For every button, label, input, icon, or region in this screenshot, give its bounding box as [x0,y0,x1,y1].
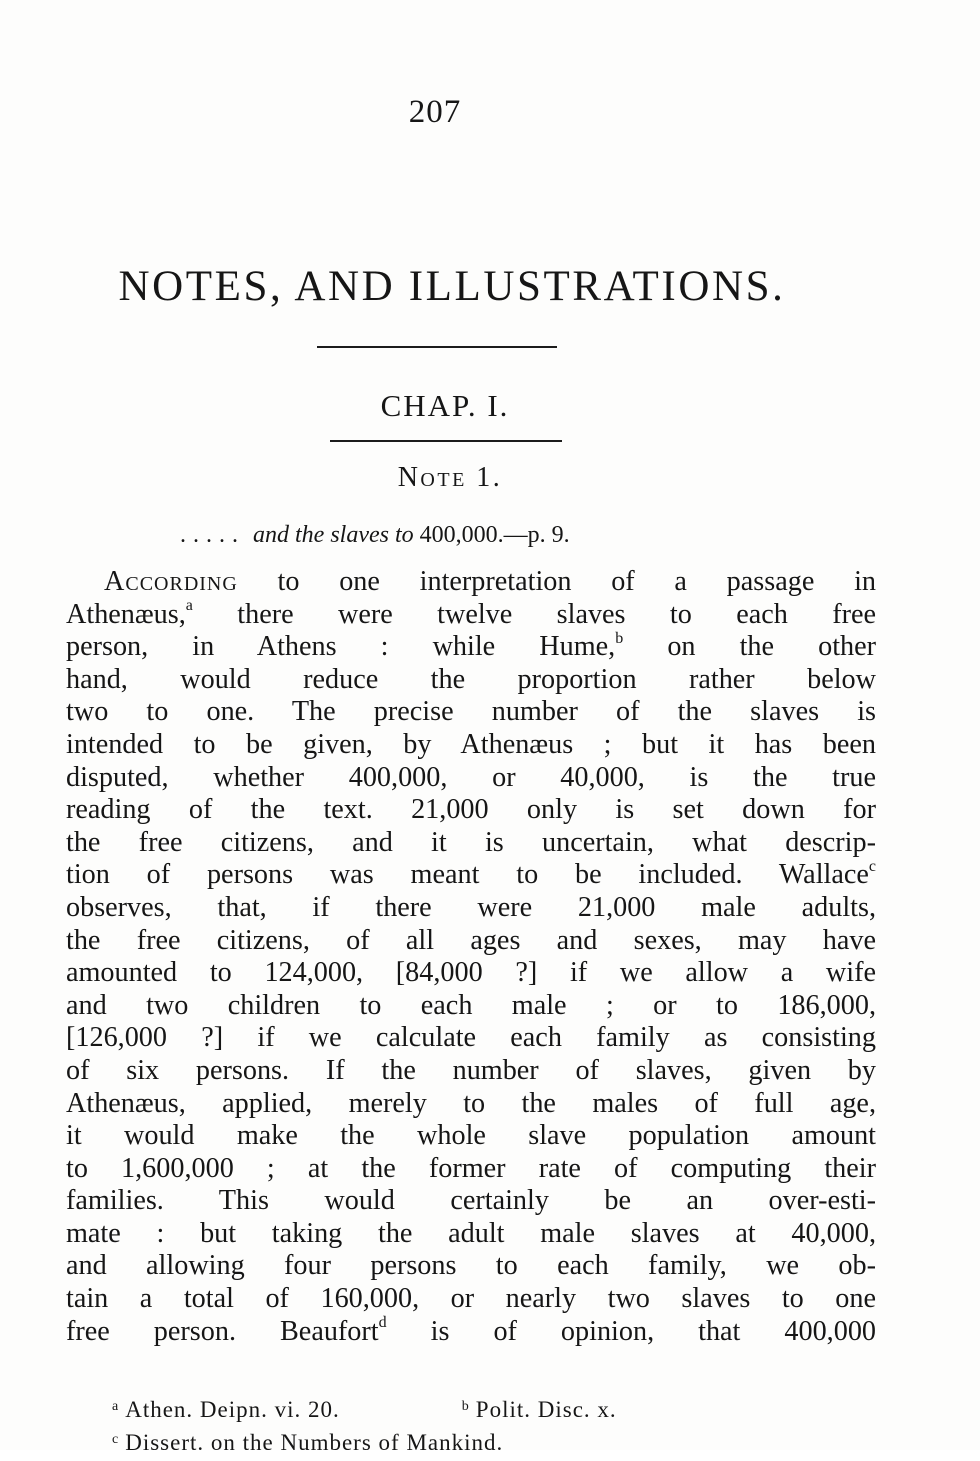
note-heading: Note 1. [397,462,503,493]
text-line: the free citizens, and it is uncertain, what descrip- [66,826,876,858]
text-line: two to one. The precise number of the slaves is [66,696,876,728]
line-text: person, in Athens : while Hume, [66,631,616,663]
quote-ellipsis: ..... [180,522,245,548]
text-line: observes, that, if there were 21,000 male adults, [66,891,876,923]
text-line: intended to be given, by Athenæus ; but it has been [66,728,876,760]
text-line: of six persons. If the number of slaves, given by [66,1054,876,1086]
text-line: and two children to each male ; or to 186,000, [66,989,876,1021]
text-line: disputed, whether 400,000, or 40,000, is the true [66,761,876,793]
footnote-mark-b: b [461,1399,470,1414]
page-title: NOTES, AND ILLUSTRATIONS. [118,263,786,310]
footnote-b: Polit. Disc. x. [475,1397,617,1422]
line-text: there were twelve slaves to each free [237,598,876,630]
line-text: is of opinion, that 400,000 [430,1315,877,1347]
quote-reference-text: 400,000.—p. 9. [419,522,570,548]
footnote-ref-d: d [378,1314,387,1332]
quoted-reference [180,522,570,549]
page-number: 207 [408,94,462,130]
footnote-a: Athen. Deipn. vi. 20. [125,1397,340,1422]
line-text: to one interpretation of a passage in [277,566,876,597]
opening-word: According [104,566,238,597]
text-line [66,566,876,599]
footnote-row [112,1395,812,1428]
text-line [66,859,876,892]
quote-italic-text: and the slaves to [253,522,414,548]
text-line: tain a total of 160,000, or nearly two slaves to one [66,1283,876,1315]
text-line: and allowing four persons to each family, we ob- [66,1250,876,1282]
text-line: it would make the whole slave population amount [66,1120,876,1152]
footnote-ref-b: b [615,629,624,647]
text-line [66,631,876,664]
body-paragraph [66,566,876,1348]
title-divider [317,346,557,348]
line-text: on the other [667,631,877,663]
line-text: free person. Beaufort [66,1315,379,1347]
text-line [66,1316,876,1349]
footnotes [112,1395,812,1461]
text-line: mate : but taking the adult male slaves at 40,000, [66,1217,876,1249]
footnote-mark-c: c [112,1432,120,1447]
footnote-mark-a: a [112,1399,120,1414]
text-line: families. This would certainly be an over-esti- [66,1185,876,1217]
chapter-divider [330,440,562,442]
chapter-heading: CHAP. I. [380,388,510,423]
footnote-c: Dissert. on the Numbers of Mankind. [125,1430,504,1455]
footnote-ref-c: c [868,857,876,875]
text-line: amounted to 124,000, [84,000 ?] if we allow a wife [66,957,876,989]
text-line: [126,000 ?] if we calculate each family as consisting [66,1022,876,1054]
footnote-ref-a: a [185,597,193,615]
text-line: reading of the text. 21,000 only is set down for [66,794,876,826]
footnote-row [112,1428,812,1461]
text-line: to 1,600,000 ; at the former rate of computing their [66,1152,876,1184]
text-line [66,599,876,632]
text-line: the free citizens, of all ages and sexes, may have [66,924,876,956]
text-line: hand, would reduce the proportion rather below [66,663,876,695]
line-text: Athenæus, [66,598,186,630]
line-text: tion of persons was meant to be included. Wallace [66,859,869,891]
text-line: Athenæus, applied, merely to the males of full age, [66,1087,876,1119]
